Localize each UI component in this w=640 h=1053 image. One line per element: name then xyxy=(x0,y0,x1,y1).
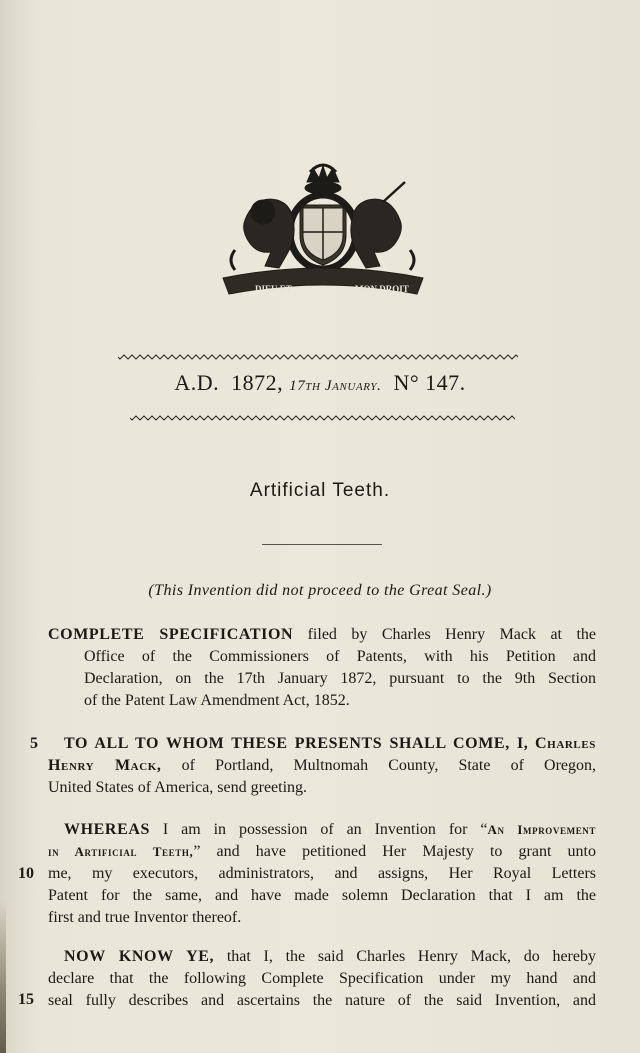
invention-title-part-1: An Improvement xyxy=(487,822,597,837)
motto-left: DIEU ET xyxy=(255,284,292,294)
whereas-line-1 xyxy=(64,819,596,841)
whereas-line-1-text: I am in possession of an Invention for “ xyxy=(150,821,488,838)
ad-label: A.D. xyxy=(174,370,220,395)
greeting-line-2: of Portland, Multnomah County, State of Oregon, xyxy=(161,757,597,774)
spec-lead: COMPLETE SPECIFICATION xyxy=(48,626,294,643)
now-know-line-2: declare that the following Complete Specification under my hand and xyxy=(48,970,596,987)
line-number-15: 15 xyxy=(18,991,34,1008)
patent-number: 147. xyxy=(425,370,466,395)
filing-date: 17th January. xyxy=(289,378,382,394)
whereas-line-2: ” and have petitioned Her Majesty to grant unto xyxy=(193,843,596,860)
now-know-line-1-text: that I, the said Charles Henry Mack, do hereby xyxy=(214,948,596,965)
number-prefix: N° xyxy=(393,370,420,395)
greeting-line-1 xyxy=(64,733,596,755)
spec-line-3: Declaration, on the 17th January 1872, pursuant to the 9th Section xyxy=(84,670,596,687)
line-number-10: 10 xyxy=(18,865,34,882)
ornamental-rule-bottom xyxy=(130,414,515,422)
complete-specification-paragraph xyxy=(48,624,596,646)
whereas-lead: WHEREAS xyxy=(64,821,150,838)
document-header xyxy=(0,370,640,396)
year: 1872, xyxy=(231,370,284,395)
whereas-line-5: first and true Inventor thereof. xyxy=(48,909,242,926)
motto-right: MON DROIT xyxy=(355,284,409,294)
now-know-line-1 xyxy=(64,946,596,968)
greeting-body xyxy=(48,755,596,799)
complete-specification-body xyxy=(84,646,596,712)
ornamental-rule-top xyxy=(118,353,518,361)
page-edge-shadow xyxy=(0,900,6,1053)
spec-line-4: of the Patent Law Amendment Act, 1852. xyxy=(84,692,350,709)
spec-line-2: Office of the Commissioners of Patents, with his Petition and xyxy=(84,648,596,665)
divider xyxy=(262,544,382,545)
royal-coat-of-arms xyxy=(215,160,430,305)
now-know-body xyxy=(48,968,596,1012)
now-know-line-3: seal fully describes and ascertains the nature of the said Invention, and xyxy=(48,992,596,1009)
whereas-line-4: Patent for the same, and have made solemn Declaration that I am the xyxy=(48,887,596,904)
line-number-5: 5 xyxy=(30,735,38,752)
greeting-lead: TO ALL TO WHOM THESE PRESENTS SHALL COME, I, xyxy=(64,735,529,752)
spec-line-1: filed by Charles Henry Mack at the xyxy=(293,626,596,643)
whereas-body xyxy=(48,841,596,929)
seal-note: (This Invention did not proceed to the Great Seal.) xyxy=(148,582,492,599)
greeting-name-rest: Henry Mack, xyxy=(48,757,162,774)
greeting-line-3: United States of America, send greeting. xyxy=(48,779,308,796)
invention-title-part-2: in Artificial Teeth, xyxy=(48,844,194,859)
now-know-lead: NOW KNOW YE, xyxy=(64,948,215,965)
page-title: Artificial Teeth. xyxy=(249,480,391,501)
greeting-name-first: Charles xyxy=(535,735,597,752)
whereas-line-3: me, my executors, administrators, and assigns, Her Royal Letters xyxy=(48,865,596,882)
